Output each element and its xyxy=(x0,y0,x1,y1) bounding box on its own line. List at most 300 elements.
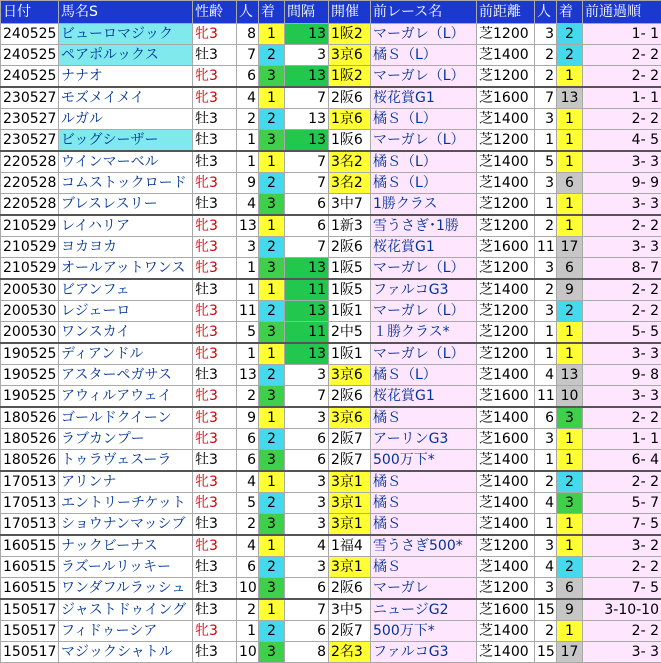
table-row[interactable] xyxy=(1,621,661,642)
date-cell: 160515 xyxy=(1,557,59,578)
prev-passing-order-cell: 3- 3 xyxy=(583,386,661,408)
table-row[interactable] xyxy=(1,386,661,408)
venue-cell: 1阪1 xyxy=(329,301,371,322)
table-row[interactable] xyxy=(1,237,661,258)
prev-finish-cell: 3 xyxy=(557,493,583,514)
horse-name-cell[interactable]: ヨカヨカ xyxy=(59,237,193,258)
interval-cell: 7 xyxy=(285,599,329,621)
interval-cell: 6 xyxy=(285,215,329,237)
date-cell: 170513 xyxy=(1,493,59,514)
sex-age-cell: 牝3 xyxy=(193,301,237,322)
table-row[interactable] xyxy=(1,173,661,194)
header-venue[interactable]: 開催 xyxy=(329,1,371,24)
table-row[interactable] xyxy=(1,109,661,130)
horse-name-cell[interactable]: ワンダフルラッシュ xyxy=(59,578,193,600)
sex-age-cell: 牝3 xyxy=(193,343,237,365)
date-cell: 180526 xyxy=(1,450,59,472)
prev-race-cell[interactable]: 橘Ｓ（L） xyxy=(371,151,477,173)
table-row[interactable] xyxy=(1,66,661,88)
header-prev-distance[interactable]: 前距離 xyxy=(477,1,535,24)
prev-finish-cell: 9 xyxy=(557,279,583,301)
date-cell: 210529 xyxy=(1,258,59,280)
prev-distance-cell: 芝1400 xyxy=(477,109,535,130)
prev-distance-cell: 芝1600 xyxy=(477,237,535,258)
date-cell: 150517 xyxy=(1,599,59,621)
prev-popularity-cell: 3 xyxy=(535,173,557,194)
table-body xyxy=(1,24,661,663)
table-row[interactable] xyxy=(1,407,661,429)
popularity-cell: 1 xyxy=(237,130,259,152)
venue-cell: 1阪6 xyxy=(329,130,371,152)
table-row[interactable] xyxy=(1,45,661,66)
finish-cell: 3 xyxy=(259,194,285,216)
prev-distance-cell: 芝1400 xyxy=(477,151,535,173)
prev-finish-cell: 2 xyxy=(557,45,583,66)
horse-name-cell[interactable]: ビューロマジック xyxy=(59,24,193,45)
prev-distance-cell: 芝1400 xyxy=(477,514,535,536)
table-row[interactable] xyxy=(1,535,661,557)
finish-cell: 2 xyxy=(259,301,285,322)
prev-race-cell[interactable]: 雪うさぎ･1勝 xyxy=(371,215,477,237)
prev-popularity-cell: 3 xyxy=(535,535,557,557)
prev-race-cell[interactable]: マーガレ（L） xyxy=(371,301,477,322)
horse-name-cell[interactable]: ワンスカイ xyxy=(59,322,193,344)
prev-passing-order-cell: 3- 3 xyxy=(583,194,661,216)
finish-cell: 2 xyxy=(259,45,285,66)
table-row[interactable] xyxy=(1,471,661,493)
prev-passing-order-cell: 2- 2 xyxy=(583,109,661,130)
interval-cell: 3 xyxy=(285,493,329,514)
prev-distance-cell: 芝1200 xyxy=(477,322,535,344)
prev-distance-cell: 芝1400 xyxy=(477,279,535,301)
header-popularity[interactable]: 人 xyxy=(237,1,259,24)
horse-name-cell[interactable]: アリンナ xyxy=(59,471,193,493)
horse-name-cell[interactable]: ディアンドル xyxy=(59,343,193,365)
horse-name-cell[interactable]: ビッグシーザー xyxy=(59,130,193,152)
table-row[interactable] xyxy=(1,322,661,344)
popularity-cell: 2 xyxy=(237,514,259,536)
header-finish[interactable]: 着 xyxy=(259,1,285,24)
prev-race-cell[interactable]: 橘Ｓ（L） xyxy=(371,45,477,66)
sex-age-cell: 牝3 xyxy=(193,535,237,557)
prev-distance-cell: 芝1200 xyxy=(477,194,535,216)
prev-passing-order-cell: 8- 7 xyxy=(583,258,661,280)
date-cell: 150517 xyxy=(1,642,59,663)
sex-age-cell: 牝3 xyxy=(193,24,237,45)
popularity-cell: 8 xyxy=(237,24,259,45)
venue-cell: 3京1 xyxy=(329,493,371,514)
horse-name-cell[interactable]: ナックビーナス xyxy=(59,535,193,557)
prev-passing-order-cell: 3- 2 xyxy=(583,535,661,557)
horse-name-cell[interactable]: ジャストドゥイング xyxy=(59,599,193,621)
popularity-cell: 7 xyxy=(237,45,259,66)
horse-name-cell[interactable]: マジックシャトル xyxy=(59,642,193,663)
prev-passing-order-cell: 2- 2 xyxy=(583,557,661,578)
prev-popularity-cell: 4 xyxy=(535,557,557,578)
table-row[interactable] xyxy=(1,493,661,514)
prev-distance-cell: 芝1400 xyxy=(477,450,535,472)
sex-age-cell: 牡3 xyxy=(193,642,237,663)
venue-cell: 3京1 xyxy=(329,514,371,536)
table-row[interactable] xyxy=(1,343,661,365)
prev-finish-cell: 6 xyxy=(557,173,583,194)
table-row[interactable] xyxy=(1,301,661,322)
date-cell: 240525 xyxy=(1,66,59,88)
prev-race-cell[interactable]: 桜花賞G1 xyxy=(371,87,477,109)
header-interval[interactable]: 間隔 xyxy=(285,1,329,24)
date-cell: 220528 xyxy=(1,151,59,173)
header-prev-race[interactable]: 前レース名 xyxy=(371,1,477,24)
prev-passing-order-cell: 5- 5 xyxy=(583,322,661,344)
finish-cell: 3 xyxy=(259,130,285,152)
horse-name-cell[interactable]: ラブカンプー xyxy=(59,429,193,450)
finish-cell: 2 xyxy=(259,173,285,194)
venue-cell: 1阪1 xyxy=(329,343,371,365)
prev-distance-cell: 芝1200 xyxy=(477,24,535,45)
interval-cell: 7 xyxy=(285,237,329,258)
prev-passing-order-cell: 2- 2 xyxy=(583,621,661,642)
prev-finish-cell: 1 xyxy=(557,130,583,152)
prev-finish-cell: 1 xyxy=(557,514,583,536)
table-row[interactable] xyxy=(1,258,661,280)
venue-cell: 2阪6 xyxy=(329,87,371,109)
prev-race-cell[interactable]: 500万下* xyxy=(371,450,477,472)
interval-cell: 7 xyxy=(285,87,329,109)
popularity-cell: 1 xyxy=(237,621,259,642)
prev-finish-cell: 6 xyxy=(557,258,583,280)
sex-age-cell: 牝3 xyxy=(193,386,237,408)
date-cell: 210529 xyxy=(1,215,59,237)
horse-name-cell[interactable]: ビアンフェ xyxy=(59,279,193,301)
horse-name-cell[interactable]: コムストックロード xyxy=(59,173,193,194)
prev-finish-cell: 1 xyxy=(557,109,583,130)
prev-distance-cell: 芝1600 xyxy=(477,386,535,408)
prev-finish-cell: 1 xyxy=(557,151,583,173)
prev-distance-cell: 芝1400 xyxy=(477,621,535,642)
finish-cell: 3 xyxy=(259,258,285,280)
sex-age-cell: 牝3 xyxy=(193,407,237,429)
date-cell: 180526 xyxy=(1,429,59,450)
table-row[interactable] xyxy=(1,450,661,472)
interval-cell: 13 xyxy=(285,258,329,280)
prev-distance-cell: 芝1400 xyxy=(477,471,535,493)
table-row[interactable] xyxy=(1,642,661,663)
table-row[interactable] xyxy=(1,557,661,578)
prev-popularity-cell: 2 xyxy=(535,471,557,493)
table-row[interactable] xyxy=(1,599,661,621)
prev-race-cell[interactable]: 橘Ｓ xyxy=(371,514,477,536)
prev-race-cell[interactable]: マーガレ（L） xyxy=(371,343,477,365)
date-cell: 150517 xyxy=(1,621,59,642)
popularity-cell: 10 xyxy=(237,578,259,600)
prev-popularity-cell: 2 xyxy=(535,66,557,88)
prev-finish-cell: 13 xyxy=(557,365,583,386)
prev-popularity-cell: 2 xyxy=(535,279,557,301)
prev-popularity-cell: 5 xyxy=(535,151,557,173)
prev-distance-cell: 芝1200 xyxy=(477,343,535,365)
prev-race-cell[interactable]: 雪うさぎ500* xyxy=(371,535,477,557)
date-cell: 170513 xyxy=(1,471,59,493)
date-cell: 220528 xyxy=(1,194,59,216)
interval-cell: 13 xyxy=(285,343,329,365)
horse-name-cell[interactable]: レジェーロ xyxy=(59,301,193,322)
sex-age-cell: 牝3 xyxy=(193,471,237,493)
date-cell: 190525 xyxy=(1,365,59,386)
header-prev-passing-order[interactable]: 前通過順 xyxy=(583,1,661,24)
venue-cell: 3京1 xyxy=(329,557,371,578)
interval-cell: 11 xyxy=(285,322,329,344)
popularity-cell: 4 xyxy=(237,87,259,109)
prev-race-cell[interactable]: 橘Ｓ xyxy=(371,557,477,578)
prev-popularity-cell: 1 xyxy=(535,322,557,344)
prev-race-cell[interactable]: 橘Ｓ xyxy=(371,407,477,429)
prev-passing-order-cell: 7- 5 xyxy=(583,578,661,600)
prev-finish-cell: 3 xyxy=(557,407,583,429)
prev-passing-order-cell: 2- 2 xyxy=(583,66,661,88)
finish-cell: 1 xyxy=(259,279,285,301)
venue-cell: 1新3 xyxy=(329,215,371,237)
venue-cell: 3京6 xyxy=(329,365,371,386)
prev-distance-cell: 芝1600 xyxy=(477,429,535,450)
popularity-cell: 9 xyxy=(237,407,259,429)
popularity-cell: 2 xyxy=(237,599,259,621)
prev-popularity-cell: 3 xyxy=(535,578,557,600)
prev-distance-cell: 芝1200 xyxy=(477,535,535,557)
horse-name-cell[interactable]: フィドゥーシア xyxy=(59,621,193,642)
popularity-cell: 6 xyxy=(237,557,259,578)
prev-distance-cell: 芝1400 xyxy=(477,173,535,194)
prev-finish-cell: 6 xyxy=(557,578,583,600)
prev-race-cell[interactable]: 橘Ｓ（L） xyxy=(371,173,477,194)
sex-age-cell: 牡3 xyxy=(193,365,237,386)
prev-race-cell[interactable]: 橘Ｓ xyxy=(371,471,477,493)
finish-cell: 3 xyxy=(259,386,285,408)
horse-name-cell[interactable]: ルガル xyxy=(59,109,193,130)
prev-popularity-cell: 3 xyxy=(535,429,557,450)
finish-cell: 2 xyxy=(259,109,285,130)
finish-cell: 1 xyxy=(259,215,285,237)
table-row[interactable] xyxy=(1,365,661,386)
horse-name-cell[interactable]: エントリーチケット xyxy=(59,493,193,514)
interval-cell: 8 xyxy=(285,642,329,663)
prev-popularity-cell: 11 xyxy=(535,237,557,258)
venue-cell: 3京1 xyxy=(329,471,371,493)
prev-passing-order-cell: 6- 4 xyxy=(583,450,661,472)
prev-race-cell[interactable]: 桜花賞G1 xyxy=(371,237,477,258)
prev-race-cell[interactable]: 橘Ｓ（L） xyxy=(371,365,477,386)
prev-race-cell[interactable]: マーガレ xyxy=(371,578,477,600)
sex-age-cell: 牝3 xyxy=(193,237,237,258)
prev-passing-order-cell: 3- 3 xyxy=(583,237,661,258)
horse-name-cell[interactable]: ゴールドクイーン xyxy=(59,407,193,429)
prev-finish-cell: 1 xyxy=(557,429,583,450)
table-row[interactable] xyxy=(1,151,661,173)
prev-popularity-cell: 11 xyxy=(535,386,557,408)
prev-race-cell[interactable]: ファルコG3 xyxy=(371,642,477,663)
prev-race-cell[interactable]: マーガレ（L） xyxy=(371,130,477,152)
prev-passing-order-cell: 5- 7 xyxy=(583,493,661,514)
venue-cell: 2阪6 xyxy=(329,237,371,258)
prev-race-cell[interactable]: １勝クラス* xyxy=(371,322,477,344)
prev-passing-order-cell: 9- 9 xyxy=(583,173,661,194)
header-prev-popularity[interactable]: 人 xyxy=(535,1,557,24)
finish-cell: 2 xyxy=(259,429,285,450)
date-cell: 210529 xyxy=(1,237,59,258)
prev-race-cell[interactable]: マーガレ（L） xyxy=(371,66,477,88)
prev-race-cell[interactable]: マーガレ（L） xyxy=(371,258,477,280)
prev-passing-order-cell: 3- 3 xyxy=(583,343,661,365)
prev-popularity-cell: 1 xyxy=(535,343,557,365)
prev-finish-cell: 1 xyxy=(557,194,583,216)
prev-race-cell[interactable]: 500万下* xyxy=(371,621,477,642)
venue-cell: 1福4 xyxy=(329,535,371,557)
sex-age-cell: 牡3 xyxy=(193,557,237,578)
prev-popularity-cell: 2 xyxy=(535,621,557,642)
prev-finish-cell: 9 xyxy=(557,599,583,621)
venue-cell: 2阪7 xyxy=(329,621,371,642)
finish-cell: 1 xyxy=(259,535,285,557)
horse-name-cell[interactable]: ペアポルックス xyxy=(59,45,193,66)
popularity-cell: 6 xyxy=(237,66,259,88)
date-cell: 230527 xyxy=(1,109,59,130)
interval-cell: 6 xyxy=(285,578,329,600)
venue-cell: 3京6 xyxy=(329,45,371,66)
popularity-cell: 9 xyxy=(237,173,259,194)
prev-race-cell[interactable]: ニュージG2 xyxy=(371,599,477,621)
prev-race-cell[interactable]: 橘Ｓ（L） xyxy=(371,109,477,130)
popularity-cell: 4 xyxy=(237,471,259,493)
prev-distance-cell: 芝1600 xyxy=(477,87,535,109)
finish-cell: 3 xyxy=(259,450,285,472)
header-prev-finish[interactable]: 着 xyxy=(557,1,583,24)
prev-popularity-cell: 4 xyxy=(535,365,557,386)
prev-finish-cell: 2 xyxy=(557,557,583,578)
horse-name-cell[interactable]: アウィルアウェイ xyxy=(59,386,193,408)
finish-cell: 2 xyxy=(259,557,285,578)
popularity-cell: 1 xyxy=(237,343,259,365)
venue-cell: 2阪6 xyxy=(329,578,371,600)
sex-age-cell: 牡3 xyxy=(193,450,237,472)
header-sex-age[interactable]: 性齢 xyxy=(193,1,237,24)
sex-age-cell: 牝3 xyxy=(193,215,237,237)
interval-cell: 6 xyxy=(285,621,329,642)
date-cell: 160515 xyxy=(1,535,59,557)
header-horse-name[interactable]: 馬名S xyxy=(59,1,193,24)
date-cell: 190525 xyxy=(1,343,59,365)
horse-name-cell[interactable]: アスターペガサス xyxy=(59,365,193,386)
prev-passing-order-cell: 2- 2 xyxy=(583,471,661,493)
prev-finish-cell: 2 xyxy=(557,24,583,45)
table-row[interactable] xyxy=(1,578,661,600)
prev-race-cell[interactable]: 橘Ｓ xyxy=(371,493,477,514)
finish-cell: 3 xyxy=(259,514,285,536)
prev-finish-cell: 1 xyxy=(557,343,583,365)
prev-distance-cell: 芝1200 xyxy=(477,215,535,237)
horse-name-cell[interactable]: レイハリア xyxy=(59,215,193,237)
finish-cell: 1 xyxy=(259,599,285,621)
prev-finish-cell: 10 xyxy=(557,386,583,408)
table-row[interactable] xyxy=(1,194,661,216)
finish-cell: 1 xyxy=(259,24,285,45)
finish-cell: 1 xyxy=(259,343,285,365)
popularity-cell: 5 xyxy=(237,322,259,344)
prev-finish-cell: 17 xyxy=(557,642,583,663)
table-row[interactable] xyxy=(1,87,661,109)
prev-finish-cell: 1 xyxy=(557,450,583,472)
prev-race-cell[interactable]: アーリンG3 xyxy=(371,429,477,450)
horse-name-cell[interactable]: トゥラヴェスーラ xyxy=(59,450,193,472)
horse-name-cell[interactable]: ブレスレスリー xyxy=(59,194,193,216)
prev-popularity-cell: 6 xyxy=(535,407,557,429)
popularity-cell: 11 xyxy=(237,301,259,322)
finish-cell: 1 xyxy=(259,151,285,173)
table-row[interactable] xyxy=(1,514,661,536)
prev-passing-order-cell: 2- 2 xyxy=(583,45,661,66)
prev-finish-cell: 13 xyxy=(557,87,583,109)
prev-race-cell[interactable]: 1勝クラス xyxy=(371,194,477,216)
sex-age-cell: 牝3 xyxy=(193,429,237,450)
date-cell: 200530 xyxy=(1,301,59,322)
horse-name-cell[interactable]: オールアットワンス xyxy=(59,258,193,280)
finish-cell: 3 xyxy=(259,578,285,600)
prev-popularity-cell: 3 xyxy=(535,258,557,280)
horse-name-cell[interactable]: ナナオ xyxy=(59,66,193,88)
date-cell: 220528 xyxy=(1,173,59,194)
prev-distance-cell: 芝1200 xyxy=(477,578,535,600)
interval-cell: 3 xyxy=(285,45,329,66)
table-row[interactable] xyxy=(1,279,661,301)
prev-race-cell[interactable]: 桜花賞G1 xyxy=(371,386,477,408)
sex-age-cell: 牡3 xyxy=(193,578,237,600)
sex-age-cell: 牡3 xyxy=(193,599,237,621)
table-row[interactable] xyxy=(1,215,661,237)
prev-finish-cell: 1 xyxy=(557,535,583,557)
prev-race-cell[interactable]: マーガレ（L） xyxy=(371,24,477,45)
prev-race-cell[interactable]: ファルコG3 xyxy=(371,279,477,301)
header-date[interactable]: 日付 xyxy=(1,1,59,24)
table-row[interactable] xyxy=(1,429,661,450)
horse-name-cell[interactable]: モズメイメイ xyxy=(59,87,193,109)
sex-age-cell: 牝3 xyxy=(193,621,237,642)
interval-cell: 4 xyxy=(285,535,329,557)
popularity-cell: 4 xyxy=(237,535,259,557)
venue-cell: 3京6 xyxy=(329,407,371,429)
sex-age-cell: 牝3 xyxy=(193,87,237,109)
popularity-cell: 10 xyxy=(237,642,259,663)
prev-finish-cell: 1 xyxy=(557,621,583,642)
prev-passing-order-cell: 2- 2 xyxy=(583,301,661,322)
prev-passing-order-cell: 3- 3 xyxy=(583,151,661,173)
interval-cell: 3 xyxy=(285,407,329,429)
horse-name-cell[interactable]: ラズールリッキー xyxy=(59,557,193,578)
interval-cell: 7 xyxy=(285,386,329,408)
table-row[interactable] xyxy=(1,24,661,45)
prev-passing-order-cell: 1- 1 xyxy=(583,24,661,45)
finish-cell: 1 xyxy=(259,471,285,493)
sex-age-cell: 牝3 xyxy=(193,66,237,88)
venue-cell: 2中5 xyxy=(329,322,371,344)
interval-cell: 7 xyxy=(285,173,329,194)
horse-name-cell[interactable]: ウインマーベル xyxy=(59,151,193,173)
prev-popularity-cell: 1 xyxy=(535,130,557,152)
interval-cell: 13 xyxy=(285,301,329,322)
prev-popularity-cell: 3 xyxy=(535,24,557,45)
table-row[interactable] xyxy=(1,130,661,152)
prev-finish-cell: 2 xyxy=(557,301,583,322)
interval-cell: 3 xyxy=(285,471,329,493)
popularity-cell: 5 xyxy=(237,493,259,514)
horse-name-cell[interactable]: ショウナンマッシブ xyxy=(59,514,193,536)
